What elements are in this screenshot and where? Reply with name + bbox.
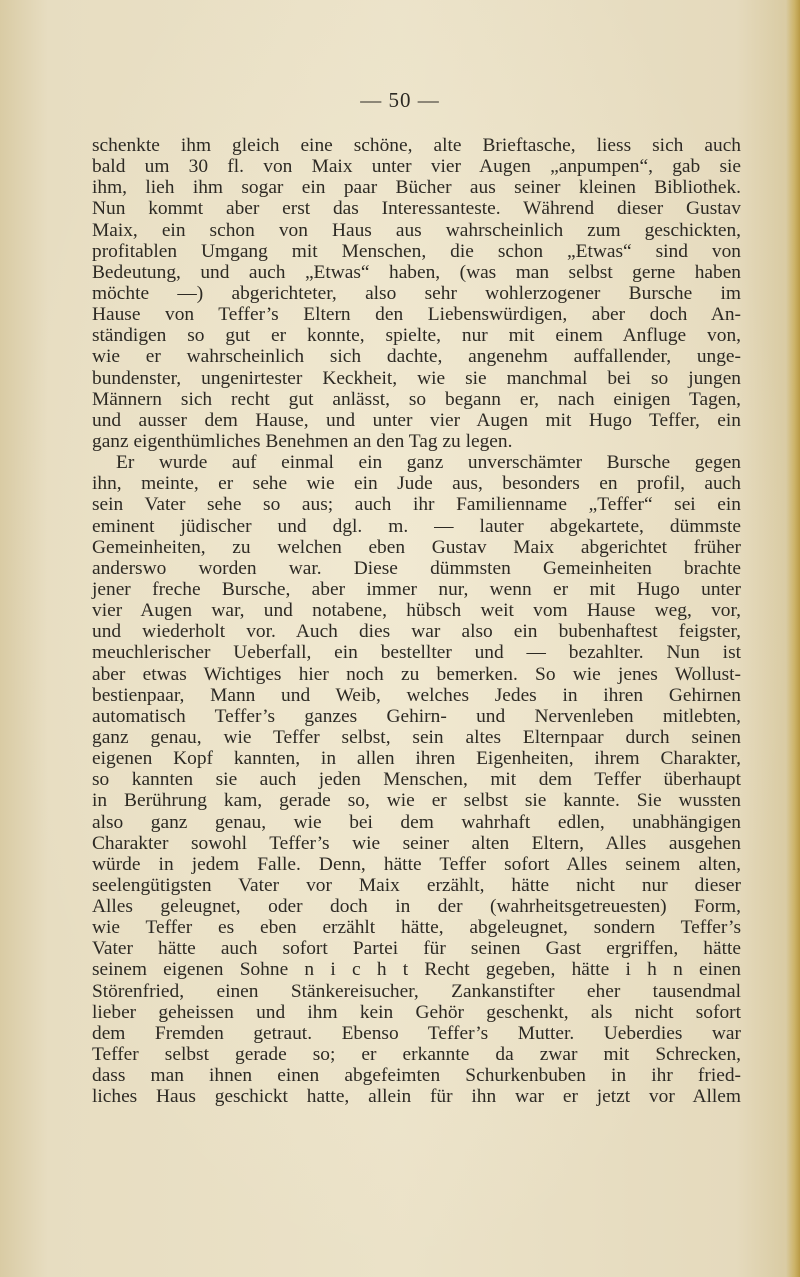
text-line: automatisch Teffer’s ganzes Gehirn- und Nervenleben mitlebten, bbox=[92, 705, 741, 727]
text-line: ständigen so gut er konnte, spielte, nur mit einem Anfluge von, bbox=[92, 325, 741, 347]
text-line: und wiederholt vor. Auch dies war also ein bubenhaftest feigster, bbox=[92, 621, 741, 643]
text-line: lieber geheissen und ihm kein Gehör geschenkt, als nicht sofort bbox=[92, 1001, 741, 1023]
text-line: würde in jedem Falle. Denn, hätte Teffer sofort Alles seinem alten, bbox=[92, 853, 741, 875]
text-line: Maix, ein schon von Haus aus wahrscheinlich zum geschickten, bbox=[92, 219, 741, 241]
text-line: ganz genau, wie Teffer selbst, sein altes Elternpaar durch seinen bbox=[92, 726, 741, 748]
text-line: jener freche Bursche, aber immer nur, wenn er mit Hugo unter bbox=[92, 578, 741, 600]
text-line: bald um 30 fl. von Maix unter vier Augen „anpumpen“, gab sie bbox=[92, 156, 741, 178]
text-line: meuchlerischer Ueberfall, ein bestellter und — bezahlter. Nun ist bbox=[92, 642, 741, 664]
text-line: wie er wahrscheinlich sich dachte, angenehm auffallender, unge- bbox=[92, 346, 741, 368]
text-line: Charakter sowohl Teffer’s wie seiner alten Eltern, Alles ausgehen bbox=[92, 832, 741, 854]
text-line: ihm, lieh ihm sogar ein paar Bücher aus seiner kleinen Bibliothek. bbox=[92, 177, 741, 199]
text-line: dass man ihnen einen abgefeimten Schurkenbuben in ihr fried- bbox=[92, 1065, 741, 1087]
text-line: eigenen Kopf kannten, in allen ihren Eigenheiten, ihrem Charakter, bbox=[92, 748, 741, 770]
text-line: schenkte ihm gleich eine schöne, alte Brieftasche, liess sich auch bbox=[92, 135, 741, 156]
text-line: anderswo worden war. Diese dümmsten Gemeinheiten brachte bbox=[92, 557, 741, 579]
text-line: dem Fremden getraut. Ebenso Teffer’s Mutter. Ueberdies war bbox=[92, 1022, 741, 1044]
text-line: bestienpaar, Mann und Weib, welches Jedes in ihren Gehirnen bbox=[92, 684, 741, 706]
text-line: Männern sich recht gut anlässt, so begann er, nach einigen Tagen, bbox=[92, 388, 741, 410]
page-edge bbox=[786, 0, 800, 1277]
text-line: in Berührung kam, gerade so, wie er selbst sie kannte. Sie wussten bbox=[92, 790, 741, 812]
page-number: — 50 — bbox=[360, 88, 440, 112]
text-line: bundenster, ungenirtester Keckheit, wie sie manchmal bei so jungen bbox=[92, 367, 741, 389]
text-line: Vater hätte auch sofort Partei für seinen Gast ergriffen, hätte bbox=[92, 938, 741, 960]
text-line: also ganz genau, wie bei dem wahrhaft edlen, unabhängigen bbox=[92, 811, 741, 833]
text-line: Nun kommt aber erst das Interessanteste. Während dieser Gustav bbox=[92, 198, 741, 220]
text-line: seinem eigenen Sohne n i c h t Recht gegeben, hätte i h n einen bbox=[92, 959, 741, 981]
text-line: sein Vater sehe so aus; auch ihr Familienname „Teffer“ sei ein bbox=[92, 494, 741, 516]
text-line: Bedeutung, und auch „Etwas“ haben, (was man selbst gerne haben bbox=[92, 261, 741, 283]
text-line: so kannten sie auch jeden Menschen, mit dem Teffer überhaupt bbox=[92, 769, 741, 791]
text-line: ganz eigenthümliches Benehmen an den Tag zu legen. bbox=[92, 430, 513, 452]
text-line: und ausser dem Hause, und unter vier Augen mit Hugo Teffer, ein bbox=[92, 409, 741, 431]
text-line: profitablen Umgang mit Menschen, die schon „Etwas“ sind von bbox=[92, 240, 741, 262]
text-line: aber etwas Wichtiges hier noch zu bemerken. So wie jenes Wollust- bbox=[92, 663, 741, 685]
text-line: wie Teffer es eben erzählt hätte, abgeleugnet, sondern Teffer’s bbox=[92, 917, 741, 939]
text-line: ihn, meinte, er sehe wie ein Jude aus, besonders en profil, auch bbox=[92, 473, 741, 495]
text-line: Störenfried, einen Stänkereisucher, Zankanstifter eher tausendmal bbox=[92, 980, 741, 1002]
text-line: liches Haus geschickt hatte, allein für ihn war er jetzt vor Allem bbox=[92, 1086, 741, 1108]
text-line: Er wurde auf einmal ein ganz unverschämter Bursche gegen bbox=[116, 452, 741, 474]
text-line: eminent jüdischer und dgl. m. — lauter abgekartete, dümmste bbox=[92, 515, 741, 537]
text-line: möchte —) abgerichteter, also sehr wohlerzogener Bursche im bbox=[92, 282, 741, 304]
text-line: seelengütigsten Vater vor Maix erzählt, hätte nicht nur dieser bbox=[92, 874, 741, 896]
text-line: Gemeinheiten, zu welchen eben Gustav Maix abgerichtet früher bbox=[92, 536, 741, 558]
text-line: Teffer selbst gerade so; er erkannte da zwar mit Schrecken, bbox=[92, 1044, 741, 1066]
text-line: Alles geleugnet, oder doch in der (wahrheitsgetreuesten) Form, bbox=[92, 896, 741, 918]
body-text bbox=[92, 135, 741, 1107]
text-line: Hause von Teffer’s Eltern den Liebenswürdigen, aber doch An- bbox=[92, 304, 741, 326]
text-line: vier Augen war, und notabene, hübsch weit vom Hause weg, vor, bbox=[92, 600, 741, 622]
